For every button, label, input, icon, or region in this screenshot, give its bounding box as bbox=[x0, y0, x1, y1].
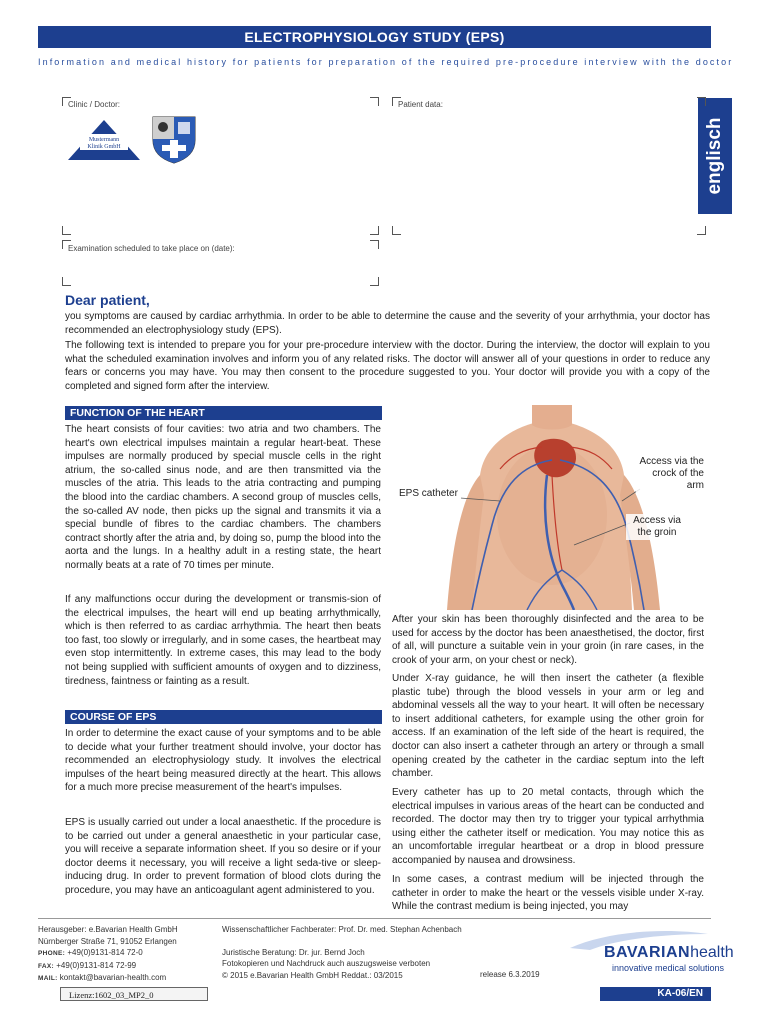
fax-label: FAX: bbox=[38, 962, 55, 970]
phone-label: PHONE: bbox=[38, 950, 66, 957]
fax-number: +49(0)9131-814 72-99 bbox=[56, 960, 137, 970]
publisher: Herausgeber: e.Bavarian Health GmbH bbox=[38, 925, 178, 934]
publisher-address: Nürnberger Straße 71, 91052 Erlangen bbox=[38, 936, 177, 946]
intro-paragraph-1: you symptoms are caused by cardiac arrhythmia. In order to be able to determine the cause and the severity of your arrhythmia, your doctor has recommended an electrophysiology study (EPS). bbox=[65, 311, 710, 336]
exam-date-label: Examination scheduled to take place on (date): bbox=[68, 244, 235, 253]
patient-box-corner bbox=[392, 226, 401, 235]
clinic-box-corner bbox=[370, 226, 379, 235]
figure-label-catheter: EPS catheter bbox=[396, 487, 461, 500]
patient-data-label: Patient data: bbox=[398, 100, 443, 109]
course-paragraph-2: EPS is usually carried out under a local anaesthetic. If the procedure is to be carried out under a general anaesthetic in your particular case, you will receive a separate information sheet. If you so desire or if your doctor deems it necessary, you will receive a light seda-tive or sleep-inducing drug. In order to prevent formation of blood clots during the procedure, you may have an anticoagulant agent administered to you. bbox=[65, 817, 381, 896]
language-tab bbox=[698, 98, 732, 214]
clinic-box-corner bbox=[62, 226, 71, 235]
exam-box-corner bbox=[370, 277, 379, 286]
document-code: KA-06/EN bbox=[600, 987, 711, 1001]
figure-label-arm: Access via the crock of the arm bbox=[636, 455, 706, 493]
license-code: Lizenz:1602_03_MP2_0 bbox=[60, 987, 208, 1001]
clinic-logo bbox=[66, 118, 142, 162]
legal-advisor: Juristische Beratung: Dr. jur. Bernd Joch bbox=[222, 947, 365, 957]
patient-box-corner bbox=[697, 97, 706, 106]
brand-name-a: BAVARIAN bbox=[604, 944, 691, 961]
anatomy-figure bbox=[392, 405, 712, 610]
svg-text:Mustermann: Mustermann bbox=[88, 137, 120, 143]
copyright: © 2015 e.Bavarian Health GmbH Reddat.: 03/2015 bbox=[222, 970, 403, 980]
mail-label: MAIL: bbox=[38, 975, 58, 982]
intro-paragraph-2: The following text is intended to prepare you for your pre-procedure interview with the doctor. During the interview, the doctor will explain to you what the scheduled examination involves and inform you of any related risks. The doctor will answer all of your questions in order to reduce any fears or concerns you may have. You may then consent to the procedure suggested to you. Your doctor will provide you with a copy of the completed and signed form after the interview. bbox=[65, 340, 710, 392]
right-paragraph-3: Every catheter has up to 20 metal contacts, through which the electrical impulses in various areas of the heart can be conducted and recorded. The doctor may then try to trigger your typical arrhythmia using either the catheter itself or medication. You may notice this as an uncomfortable irregular heartbeat or a drop in blood pressure accompanied by nausea and drowsiness. bbox=[392, 787, 704, 866]
footer-publisher-block bbox=[38, 924, 228, 985]
coat-of-arms-logo bbox=[150, 114, 198, 164]
phone-number: +49(0)9131-814 72-0 bbox=[67, 948, 143, 957]
exam-box-corner bbox=[62, 277, 71, 286]
exam-box-corner bbox=[370, 240, 379, 249]
function-paragraph-1: The heart consists of four cavities: two atria and two chambers. The heart's own electrical impulses maintain a regular heart-beat. These impulses are normally produced by special muscle cells in the right atrium, the so-called sinus node, and are then transmitted via the muscles of the atria. This leads to the atria contracting and pumping the blood into the cardiac chambers. A second group of muscles cells, the so-called AV node, then picks up the signal and transmits it via a special bundle of fibres to the cardiac chambers. The chambers contract shortly after the atria and, by doing so, pump the blood into the aorta and the lungs. In a healthy adult in a resting state, the heart normally beats at a rate of 70 times per minute. bbox=[65, 424, 381, 571]
clinic-box-corner bbox=[370, 97, 379, 106]
section-heading-function: FUNCTION OF THE HEART bbox=[65, 406, 382, 420]
language-tab-label: englisch bbox=[704, 117, 725, 195]
patient-box-corner bbox=[697, 226, 706, 235]
footer-legal-block bbox=[222, 924, 502, 981]
course-paragraph-1: In order to determine the exact cause of your symptoms and to be able to decide what your further treatment should involve, your doctor has recommended an electrophysiology study. It involves the electrical impulses of the heart being measured directly at the heart. This allows for a much more precise measurement of the heart's impulses. bbox=[65, 728, 381, 794]
document-subtitle: Information and medical history for patients for preparation of the required pre-procedure interview with the doctor bbox=[38, 57, 734, 67]
footer-divider bbox=[38, 918, 711, 919]
right-paragraph-2: Under X-ray guidance, he will then insert the catheter (a flexible plastic tube) through the blood vessels in your arm or leg and abdominal vessels all the way to your heart. It will often be necessary to insert additional catheters, for example using the other groin for access. If an examination of the left side of the heart is required, the doctor can also insert a catheter through an artery or through a small opening created by the catheter in the cardiac septum into the left chamber. bbox=[392, 673, 704, 780]
copy-notice: Fotokopieren und Nachdruck auch auszugsweise verboten bbox=[222, 959, 431, 968]
svg-text:Klinik GmbH: Klinik GmbH bbox=[87, 144, 121, 150]
brand-tagline: innovative medical solutions bbox=[612, 963, 725, 973]
mail-address[interactable]: kontakt@bavarian-health.com bbox=[59, 973, 167, 982]
right-paragraph-1: After your skin has been thoroughly disinfected and the area to be used for access by the doctor has been anaesthetised, the doctor, first of all, will puncture a suitable vein in your groin (in rare cases, in the crook of your arm, on your chest or neck). bbox=[392, 614, 704, 666]
scientific-advisor: Wissenschaftlicher Fachberater: Prof. Dr. med. Stephan Achenbach bbox=[222, 925, 462, 934]
document-title: ELECTROPHYSIOLOGY STUDY (EPS) bbox=[38, 26, 711, 48]
release-date: release 6.3.2019 bbox=[480, 970, 540, 979]
greeting: Dear patient, bbox=[65, 292, 150, 308]
section-heading-course: COURSE OF EPS bbox=[65, 710, 382, 724]
brand-name-b: health bbox=[690, 944, 734, 961]
brand-logo bbox=[604, 944, 734, 962]
right-paragraph-4: In some cases, a contrast medium will be injected through the catheter in order to make the heart or the vessels visible under X-ray. While the contrast medium is being injected, you may bbox=[392, 874, 704, 913]
clinic-doctor-label: Clinic / Doctor: bbox=[68, 100, 121, 109]
function-paragraph-2: If any malfunctions occur during the development or transmis-sion of the electrical impulses, the heart will end up beating arrhythmically, which is then referred to as cardiac arrhythmia. The heart then beats too fast, too slowly or irregularly, and in some cases, the heartbeat may even stop intermittently. In extreme cases, this may lead to the body not being supplied with sufficient amounts of oxygen and to dizziness, tiredness, faintness or fainting as a result. bbox=[65, 594, 381, 687]
figure-label-groin: Access via the groin bbox=[626, 514, 688, 540]
